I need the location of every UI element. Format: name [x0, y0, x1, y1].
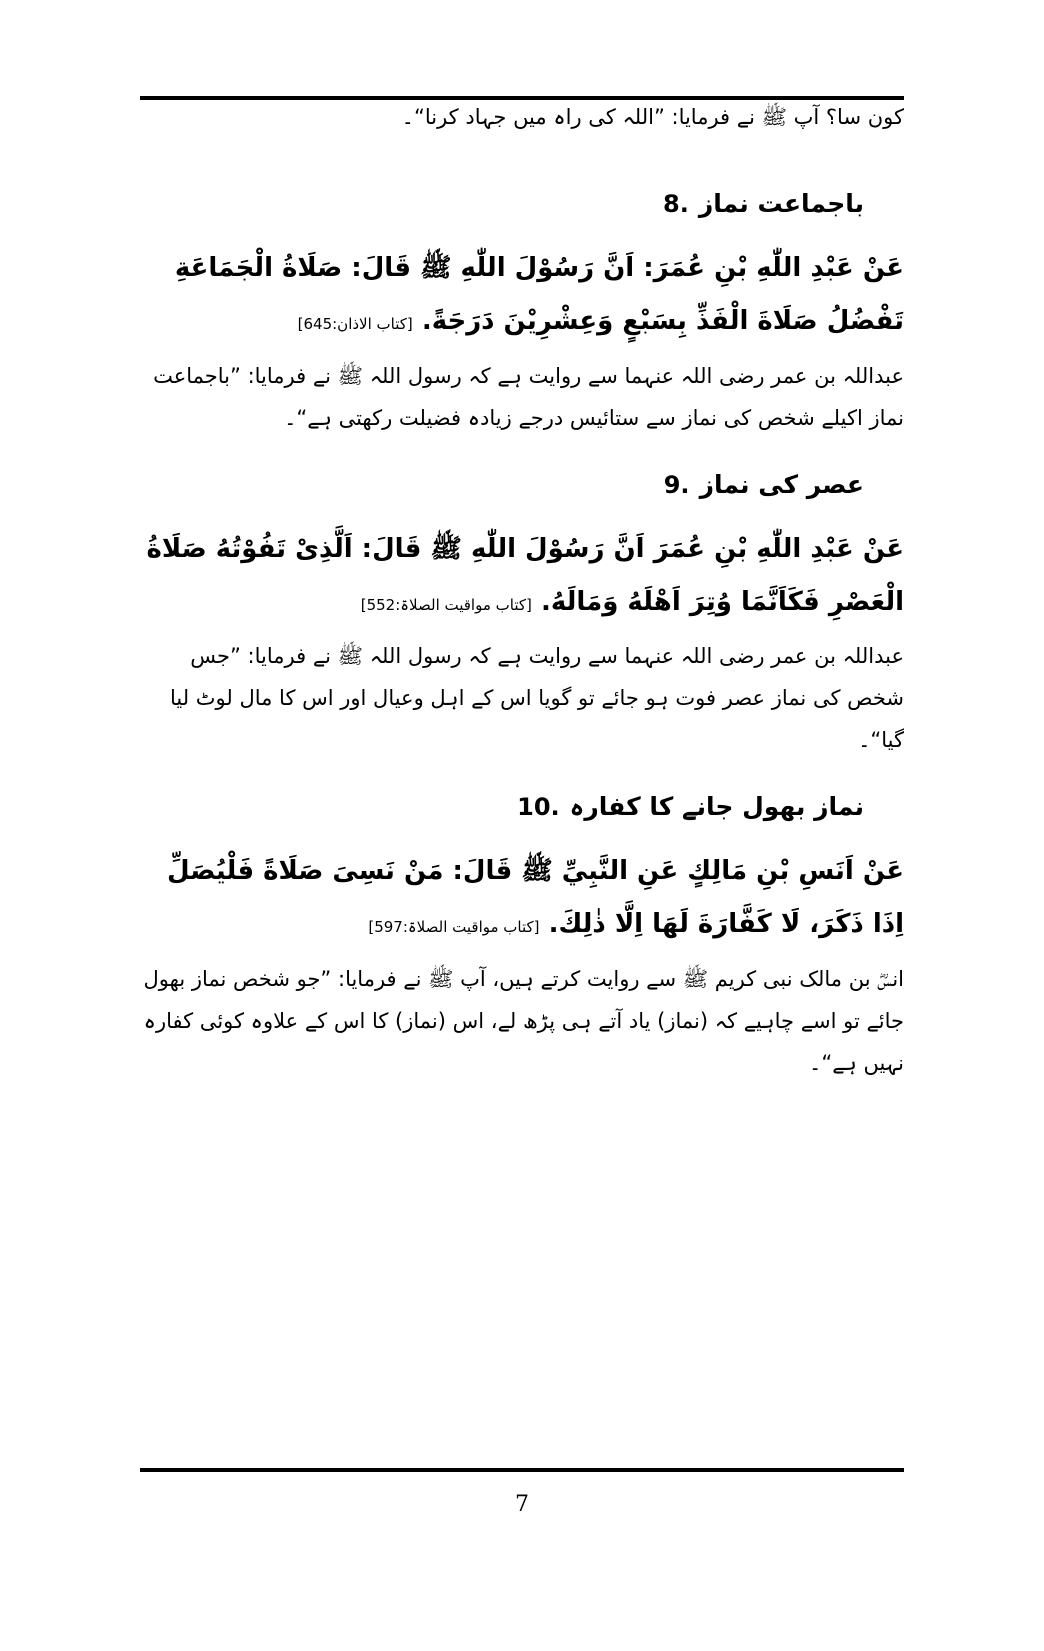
- continued-paragraph: کون سا؟ آپ ﷺ نے فرمایا: ”اللہ کی راہ میں جہاد کرنا“۔: [401, 105, 904, 129]
- section-8-number: 8.: [663, 190, 689, 218]
- section-10-number: 10.: [517, 793, 560, 822]
- section-8-arabic-text: عَنْ عَبْدِ اللّٰهِ بْنِ عُمَرَ: اَنَّ رَسُوْلَ اللّٰهِ ﷺ قَالَ: صَلَاةُ الْجَمَاعَةِ تَفْضُلُ صَلَاةَ الْفَذِّ بِسَبْعٍ وَعِشْرِيْنَ دَرَجَةً.: [174, 253, 904, 337]
- section-9: [140, 465, 904, 762]
- section-10-reference: [کتاب مواقیت الصلاۃ:597]: [368, 918, 540, 937]
- section-9-title: عصر کی نماز: [699, 469, 864, 499]
- section-8-translation: عبداللہ بن عمر رضی اللہ عنہما سے روایت ہے کہ رسول اللہ ﷺ نے فرمایا: ”باجماعت نماز اکیلے شخص کی نماز سے ستائیس درجے زیادہ فضیلت رکھتی ہے“۔: [153, 363, 904, 430]
- section-9-translation: عبداللہ بن عمر رضی اللہ عنہما سے روایت ہے کہ رسول اللہ ﷺ نے فرمایا: ”جس شخص کی نماز عصر فوت ہو جائے تو گویا اس کے اہل وعیال اور اس کا مال لوٹ لیا گیا“۔: [169, 644, 904, 753]
- page-number: 7: [515, 1492, 529, 1517]
- page-content: [140, 96, 904, 1491]
- section-10-translation: انسؓ بن مالک نبی کریم ﷺ سے روایت کرتے ہیں، آپ ﷺ نے فرمایا: ”جو شخص نماز بھول جائے تو اسے چاہیے کہ (نماز) یاد آتے ہی پڑھ لے، اس (نماز) کا اس کے علاوہ کوئی کفارہ نہیں ہے“۔: [143, 966, 904, 1075]
- section-8-arabic: [140, 242, 904, 349]
- section-10-heading: [140, 787, 904, 827]
- footer-rule: [140, 1468, 904, 1472]
- section-8: [140, 184, 904, 439]
- section-9-reference: [کتاب مواقیت الصلاۃ:552]: [360, 595, 532, 614]
- section-9-heading: [140, 465, 904, 505]
- section-9-arabic: [140, 523, 904, 630]
- section-9-number: 9.: [663, 470, 690, 499]
- section-8-reference: [کتاب الاذان:645]: [297, 315, 413, 334]
- section-10-title: نماز بھول جانے کا کفارہ: [569, 792, 864, 822]
- section-10: [140, 787, 904, 1084]
- section-10-arabic-text: عَنْ اَنَسِ بْنِ مَالِكٍ عَنِ النَّبِيِّ ﷺ قَالَ: مَنْ نَسِىَ صَلَاةً فَلْيُصَلِّ اِذَا ذَكَرَ، لَا كَفَّارَةَ لَهَا اِلَّا ذٰلِكَ.: [167, 856, 904, 940]
- section-9-arabic-text: عَنْ عَبْدِ اللّٰهِ بْنِ عُمَرَ اَنَّ رَسُوْلَ اللّٰهِ ﷺ قَالَ: اَلَّذِىْ تَفُوْتُهُ صَلَاةُ الْعَصْرِ فَكَاَنَّمَا وُتِرَ اَهْلَهُ وَمَالَهُ.: [146, 533, 904, 617]
- section-8-title: باجماعت نماز: [698, 189, 864, 218]
- section-10-arabic: [140, 845, 904, 952]
- section-8-heading: [140, 184, 904, 224]
